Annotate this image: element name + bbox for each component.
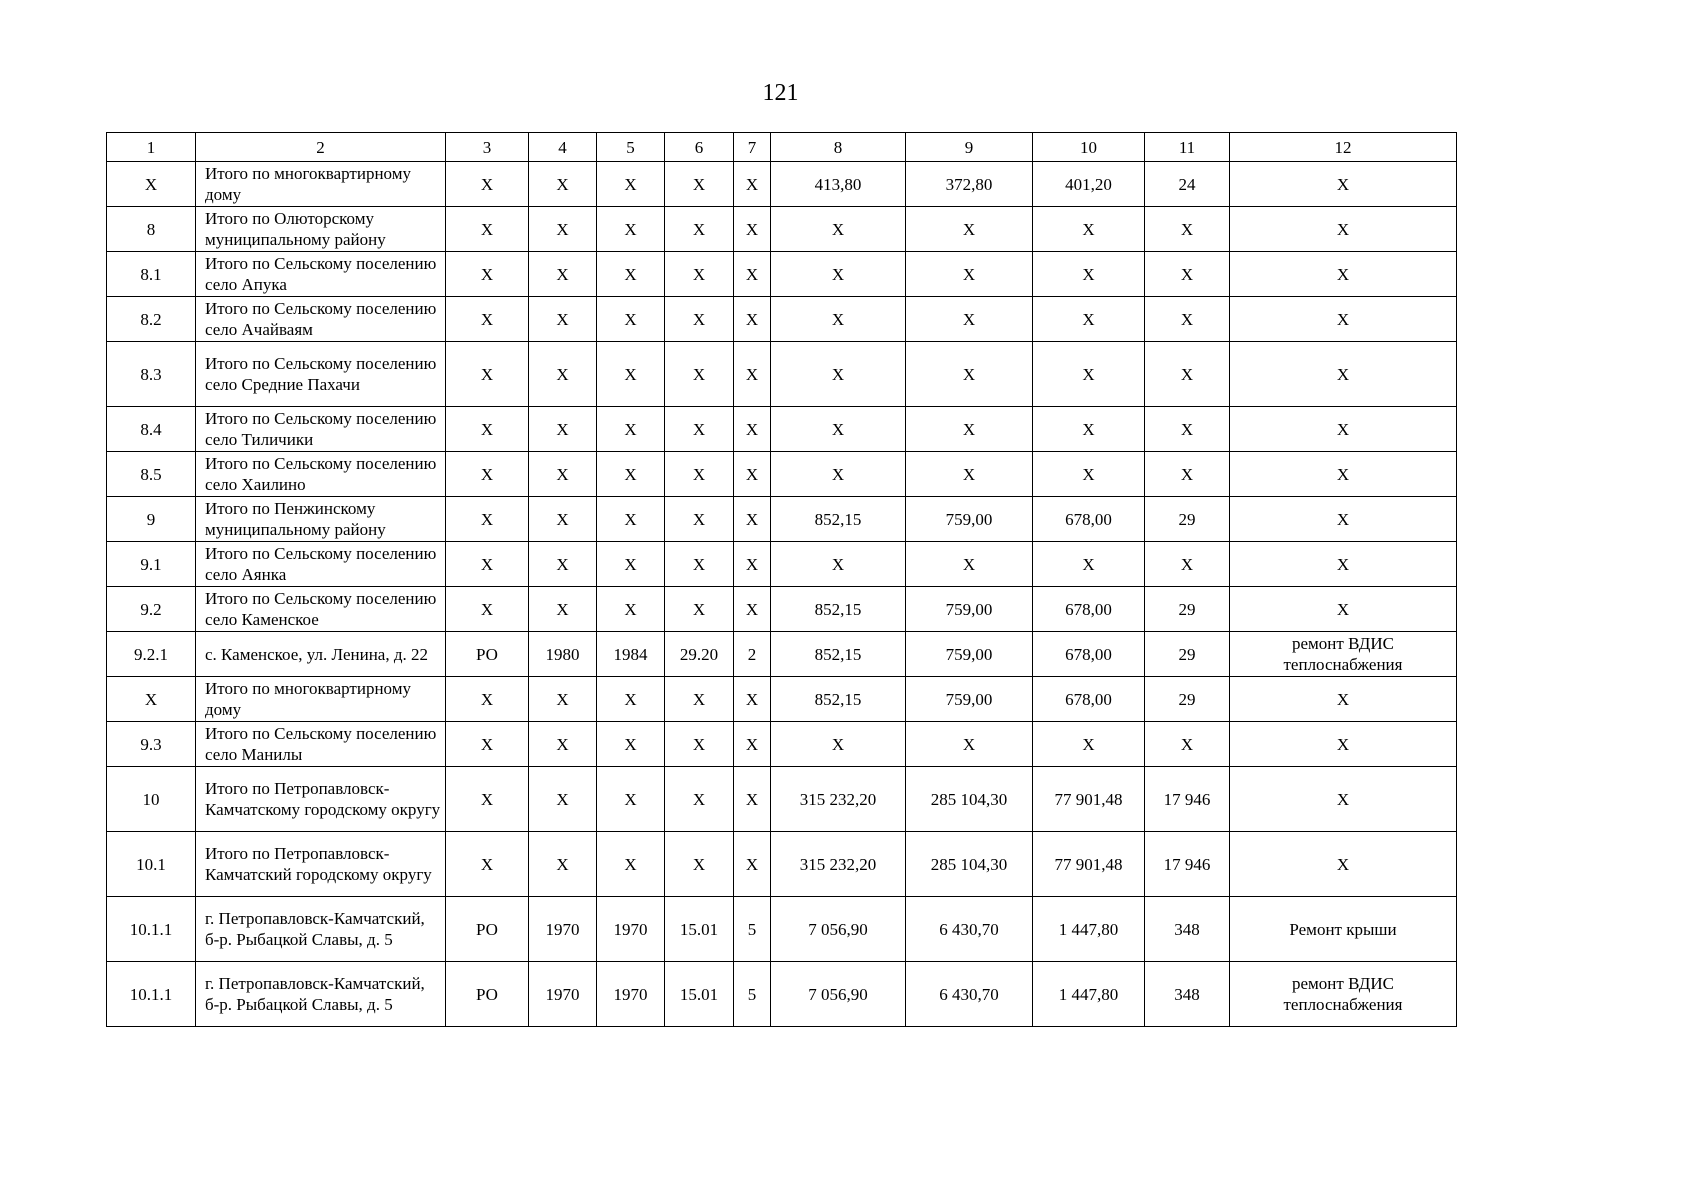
table-cell: X	[734, 587, 771, 632]
table-cell: 413,80	[771, 162, 906, 207]
column-number-5: 5	[597, 133, 665, 162]
table-cell: 9.2.1	[107, 632, 196, 677]
column-number-12: 12	[1230, 133, 1457, 162]
table-cell: 1970	[529, 897, 597, 962]
table-cell: 678,00	[1033, 587, 1145, 632]
table-cell: X	[906, 342, 1033, 407]
table-cell: X	[734, 162, 771, 207]
table-cell: 678,00	[1033, 497, 1145, 542]
table-cell: 1 447,80	[1033, 962, 1145, 1027]
table-row	[107, 252, 1457, 297]
name-cell: г. Петропавловск-Камчатский, б-р. Рыбацкой Славы, д. 5	[196, 962, 446, 1027]
page-number: 121	[762, 80, 799, 106]
table-cell: X	[906, 452, 1033, 497]
name-cell: с. Каменское, ул. Ленина, д. 22	[196, 632, 446, 677]
table-cell: 759,00	[906, 677, 1033, 722]
table-cell: 852,15	[771, 497, 906, 542]
table-cell: X	[906, 207, 1033, 252]
table-cell: 1970	[597, 962, 665, 1027]
table-cell: X	[597, 497, 665, 542]
name-cell: Итого по многоквартирному дому	[196, 162, 446, 207]
table-cell: X	[1230, 677, 1457, 722]
table-cell: X	[1230, 342, 1457, 407]
table-cell: X	[446, 832, 529, 897]
table-row	[107, 587, 1457, 632]
table-cell: X	[1145, 342, 1230, 407]
table-cell: X	[1033, 207, 1145, 252]
table-cell: 8	[107, 207, 196, 252]
table-cell: 10.1.1	[107, 962, 196, 1027]
column-number-1: 1	[107, 133, 196, 162]
table-cell: X	[1230, 767, 1457, 832]
table-cell: X	[906, 722, 1033, 767]
table-cell: 759,00	[906, 587, 1033, 632]
table-cell: X	[1145, 542, 1230, 587]
table-cell: 10.1.1	[107, 897, 196, 962]
table-cell: РО	[446, 962, 529, 1027]
name-cell: Итого по Сельскому поселению село Ачайваям	[196, 297, 446, 342]
table-cell: РО	[446, 897, 529, 962]
table-cell: X	[906, 542, 1033, 587]
name-cell: Итого по Петропавловск-Камчатскому городскому округу	[196, 767, 446, 832]
table-cell: X	[1033, 452, 1145, 497]
table-cell: 1 447,80	[1033, 897, 1145, 962]
table-cell: 15.01	[665, 897, 734, 962]
table-cell: X	[665, 542, 734, 587]
table-cell: X	[529, 722, 597, 767]
table-cell: X	[597, 407, 665, 452]
table-cell: 10	[107, 767, 196, 832]
table-cell: 1970	[597, 897, 665, 962]
table-cell: X	[1033, 297, 1145, 342]
name-cell: Итого по Олюторскому муниципальному району	[196, 207, 446, 252]
table-cell: 285 104,30	[906, 832, 1033, 897]
table-row	[107, 677, 1457, 722]
table-cell: РО	[446, 632, 529, 677]
name-cell: Итого по Сельскому поселению село Каменское	[196, 587, 446, 632]
table-cell: X	[665, 297, 734, 342]
table-cell: X	[1145, 407, 1230, 452]
table-row	[107, 767, 1457, 832]
table-cell: X	[529, 342, 597, 407]
table-cell: 852,15	[771, 587, 906, 632]
table-cell: X	[771, 542, 906, 587]
table-cell: X	[597, 832, 665, 897]
column-number-11: 11	[1145, 133, 1230, 162]
table-cell: 9	[107, 497, 196, 542]
table-cell: X	[529, 677, 597, 722]
table-cell: X	[1033, 252, 1145, 297]
table-cell: X	[1033, 342, 1145, 407]
table-cell: 5	[734, 962, 771, 1027]
table-cell: X	[734, 542, 771, 587]
table-cell: 852,15	[771, 632, 906, 677]
table-cell: 285 104,30	[906, 767, 1033, 832]
table-cell: X	[446, 297, 529, 342]
table-cell: X	[597, 542, 665, 587]
table-cell: X	[529, 207, 597, 252]
table-cell: X	[597, 252, 665, 297]
table-cell: X	[446, 587, 529, 632]
table-cell: 401,20	[1033, 162, 1145, 207]
name-cell: Итого по Сельскому поселению село Средние Пахачи	[196, 342, 446, 407]
table-row	[107, 722, 1457, 767]
table-cell: X	[665, 497, 734, 542]
table-cell: 852,15	[771, 677, 906, 722]
table-cell: X	[529, 767, 597, 832]
table-cell: 10.1	[107, 832, 196, 897]
table-cell: X	[771, 297, 906, 342]
table-cell: X	[1033, 407, 1145, 452]
table-cell: X	[734, 407, 771, 452]
table-cell: X	[665, 207, 734, 252]
name-cell: Итого по Пенжинскому муниципальному району	[196, 497, 446, 542]
table-cell: X	[734, 342, 771, 407]
column-number-8: 8	[771, 133, 906, 162]
table-cell: X	[1230, 722, 1457, 767]
table-cell: X	[665, 832, 734, 897]
table-cell: X	[446, 207, 529, 252]
column-number-2: 2	[196, 133, 446, 162]
table-cell: X	[446, 542, 529, 587]
table-cell: 759,00	[906, 497, 1033, 542]
table-cell: X	[1145, 207, 1230, 252]
table-cell: X	[734, 297, 771, 342]
column-number-row	[107, 133, 1457, 162]
table-row	[107, 342, 1457, 407]
table-cell: X	[1145, 252, 1230, 297]
table-cell: X	[734, 452, 771, 497]
table-row	[107, 832, 1457, 897]
table-cell: X	[1230, 207, 1457, 252]
table-cell: X	[906, 252, 1033, 297]
table-cell: X	[529, 497, 597, 542]
table-cell: X	[665, 162, 734, 207]
table-cell: X	[529, 452, 597, 497]
table-cell: X	[734, 832, 771, 897]
table-cell: X	[446, 252, 529, 297]
name-cell: Итого по многоквартирному дому	[196, 677, 446, 722]
table-cell: X	[665, 252, 734, 297]
table-cell: ремонт ВДИС теплоснабжения	[1230, 962, 1457, 1027]
table-cell: X	[529, 252, 597, 297]
table-cell: 9.3	[107, 722, 196, 767]
table-cell: X	[1145, 722, 1230, 767]
table-cell: 6 430,70	[906, 962, 1033, 1027]
table-cell: 24	[1145, 162, 1230, 207]
table-cell: X	[446, 162, 529, 207]
name-cell: Итого по Сельскому поселению село Манилы	[196, 722, 446, 767]
data-table	[106, 132, 1457, 1027]
table-cell: X	[597, 587, 665, 632]
table-row	[107, 497, 1457, 542]
table-cell: X	[1033, 542, 1145, 587]
table-cell: X	[771, 407, 906, 452]
name-cell: Итого по Петропавловск-Камчатский городскому округу	[196, 832, 446, 897]
table-cell: X	[771, 452, 906, 497]
table-cell: 5	[734, 897, 771, 962]
table-cell: X	[771, 252, 906, 297]
name-cell: Итого по Сельскому поселению село Апука	[196, 252, 446, 297]
table-cell: X	[597, 162, 665, 207]
table-cell: X	[1230, 407, 1457, 452]
table-cell: X	[597, 297, 665, 342]
table-cell: X	[446, 677, 529, 722]
table-cell: 8.1	[107, 252, 196, 297]
table-cell: X	[597, 722, 665, 767]
table-cell: 8.4	[107, 407, 196, 452]
table-cell: X	[446, 767, 529, 832]
table-cell: X	[446, 722, 529, 767]
name-cell: Итого по Сельскому поселению село Тиличики	[196, 407, 446, 452]
table-cell: 17 946	[1145, 832, 1230, 897]
table-cell: X	[665, 342, 734, 407]
table-cell: 17 946	[1145, 767, 1230, 832]
table-cell: 77 901,48	[1033, 767, 1145, 832]
column-number-3: 3	[446, 133, 529, 162]
table-cell: 29	[1145, 677, 1230, 722]
table-cell: X	[1230, 542, 1457, 587]
table-cell: X	[665, 677, 734, 722]
table-cell: X	[734, 767, 771, 832]
table-cell: X	[1145, 297, 1230, 342]
table-cell: X	[107, 162, 196, 207]
table-cell: Ремонт крыши	[1230, 897, 1457, 962]
table-cell: X	[665, 452, 734, 497]
table-cell: 8.2	[107, 297, 196, 342]
table-cell: X	[734, 207, 771, 252]
name-cell: Итого по Сельскому поселению село Аянка	[196, 542, 446, 587]
table-cell: 759,00	[906, 632, 1033, 677]
table-cell: X	[446, 497, 529, 542]
table-cell: X	[1230, 587, 1457, 632]
column-number-10: 10	[1033, 133, 1145, 162]
table-row	[107, 962, 1457, 1027]
table-cell: X	[446, 342, 529, 407]
table-cell: 1980	[529, 632, 597, 677]
table-cell: X	[597, 767, 665, 832]
table-cell: X	[734, 497, 771, 542]
table-cell: X	[529, 587, 597, 632]
table-cell: X	[1230, 162, 1457, 207]
table-cell: ремонт ВДИС теплоснабжения	[1230, 632, 1457, 677]
column-number-4: 4	[529, 133, 597, 162]
table-cell: X	[734, 252, 771, 297]
table-cell: X	[597, 677, 665, 722]
table-cell: 9.1	[107, 542, 196, 587]
table-row	[107, 162, 1457, 207]
table-cell: 8.3	[107, 342, 196, 407]
table-cell: X	[771, 207, 906, 252]
table-cell: X	[665, 722, 734, 767]
table-cell: X	[1230, 497, 1457, 542]
table-cell: 678,00	[1033, 632, 1145, 677]
table-cell: X	[597, 452, 665, 497]
table-cell: 15.01	[665, 962, 734, 1027]
name-cell: г. Петропавловск-Камчатский, б-р. Рыбацкой Славы, д. 5	[196, 897, 446, 962]
table-cell: 77 901,48	[1033, 832, 1145, 897]
table-cell: X	[771, 342, 906, 407]
table-cell: X	[529, 832, 597, 897]
table-row	[107, 632, 1457, 677]
table-cell: X	[906, 407, 1033, 452]
table-cell: 1970	[529, 962, 597, 1027]
table-cell: X	[771, 722, 906, 767]
table-cell: 8.5	[107, 452, 196, 497]
table-cell: X	[665, 767, 734, 832]
table-cell: 315 232,20	[771, 767, 906, 832]
column-number-7: 7	[734, 133, 771, 162]
table-cell: 2	[734, 632, 771, 677]
table-row	[107, 452, 1457, 497]
table-cell: X	[1145, 452, 1230, 497]
table-row	[107, 297, 1457, 342]
table-cell: X	[446, 452, 529, 497]
table-cell: X	[529, 407, 597, 452]
table-cell: 372,80	[906, 162, 1033, 207]
table-cell: 29	[1145, 632, 1230, 677]
table-cell: 348	[1145, 962, 1230, 1027]
name-cell: Итого по Сельскому поселению село Хаилино	[196, 452, 446, 497]
column-number-9: 9	[906, 133, 1033, 162]
table-cell: X	[446, 407, 529, 452]
table-cell: 9.2	[107, 587, 196, 632]
table-cell: X	[734, 722, 771, 767]
table-cell: 29.20	[665, 632, 734, 677]
table-cell: X	[1230, 252, 1457, 297]
table-cell: X	[1033, 722, 1145, 767]
table-cell: X	[665, 407, 734, 452]
table-cell: 315 232,20	[771, 832, 906, 897]
table-row	[107, 897, 1457, 962]
table-cell: X	[597, 207, 665, 252]
table-cell: X	[529, 162, 597, 207]
table-cell: X	[597, 342, 665, 407]
table-row	[107, 542, 1457, 587]
column-number-6: 6	[665, 133, 734, 162]
table-row	[107, 207, 1457, 252]
table-cell: 29	[1145, 497, 1230, 542]
table-cell: X	[665, 587, 734, 632]
table-cell: X	[529, 297, 597, 342]
table-row	[107, 407, 1457, 452]
table-cell: 7 056,90	[771, 897, 906, 962]
table-cell: X	[1230, 832, 1457, 897]
table-cell: 7 056,90	[771, 962, 906, 1027]
table-cell: X	[1230, 452, 1457, 497]
table-cell: X	[107, 677, 196, 722]
table-cell: X	[906, 297, 1033, 342]
table-cell: 6 430,70	[906, 897, 1033, 962]
table-cell: 29	[1145, 587, 1230, 632]
table-cell: 1984	[597, 632, 665, 677]
table-cell: X	[1230, 297, 1457, 342]
table-cell: X	[734, 677, 771, 722]
table-cell: 348	[1145, 897, 1230, 962]
table-cell: 678,00	[1033, 677, 1145, 722]
table-cell: X	[529, 542, 597, 587]
